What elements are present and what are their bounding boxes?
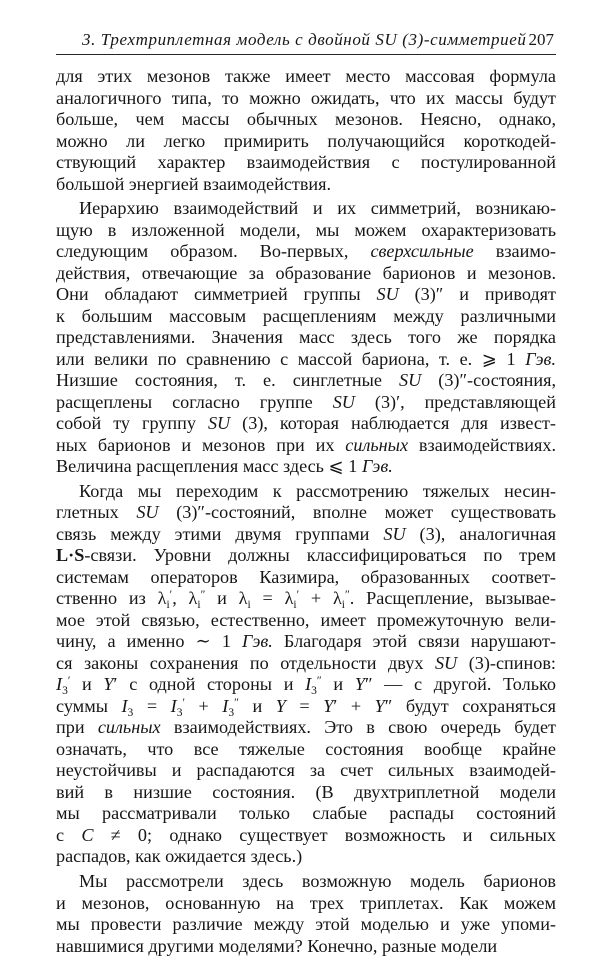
text-line: [56, 610, 556, 632]
text-run: ″: [344, 589, 350, 602]
text-run: представлениями. Значения масс здесь того же порядка: [56, 327, 556, 348]
text-run: сильных: [97, 717, 161, 738]
text-line: [56, 349, 556, 371]
text-line: [56, 241, 556, 263]
text-run: взаимодействиях.: [408, 434, 556, 455]
text-run: или велики по сравнению с массой бариона, т. е. ⩾ 1: [56, 348, 526, 369]
text-run: = λ: [250, 588, 294, 609]
text-line: [56, 198, 556, 220]
text-run: SU: [434, 652, 458, 673]
text-run: ′ +: [333, 695, 375, 716]
text-run: I: [121, 695, 128, 716]
text-run: Y: [103, 674, 114, 695]
text-line: [56, 825, 556, 847]
text-run: Гэв.: [525, 348, 556, 369]
text-run: (3), аналогичная: [405, 523, 556, 544]
text-run: ″: [234, 696, 239, 709]
text-run: (3)′, представляющей: [354, 391, 556, 412]
text-run: -связи. Уровни должны классифицироваться по трем: [84, 545, 556, 566]
text-run: +: [184, 695, 223, 716]
page-number: 207: [528, 30, 554, 49]
text-run: (3)-спинов:: [457, 652, 556, 673]
text-line: [56, 435, 556, 457]
text-run: SU: [383, 523, 406, 544]
text-run: , λ: [172, 588, 198, 609]
text-run: 3: [62, 685, 68, 698]
text-run: I: [222, 695, 229, 716]
text-run: ″ будут сохраняться: [384, 695, 556, 716]
paragraph: [56, 66, 556, 195]
text-run: взаимо-: [473, 241, 556, 262]
text-run: Когда мы переходим к рассмотрению тяжелых несин-: [79, 480, 556, 501]
text-run: I: [305, 674, 312, 695]
text-run: L·S: [56, 545, 85, 566]
text-run: SU: [398, 370, 422, 391]
text-line: [56, 914, 556, 936]
text-line: [56, 152, 556, 174]
text-line: [56, 871, 556, 893]
text-run: вий в низшие состояния. (В двухтриплетной модели: [56, 781, 556, 802]
text-run: I: [170, 695, 177, 716]
body-text: [56, 66, 556, 960]
text-run: ′ с одной стороны и: [113, 674, 306, 695]
text-line: [56, 174, 556, 196]
text-run: и: [70, 674, 104, 695]
text-run: Y: [354, 674, 365, 695]
text-line: [56, 413, 556, 435]
text-run: SU: [376, 284, 399, 305]
text-run: + λ: [299, 588, 342, 609]
text-line: [56, 88, 556, 110]
text-run: суммы: [56, 695, 122, 716]
text-run: =: [285, 695, 324, 716]
text-run: Величина расщепления масс здесь ⩽ 1: [56, 456, 362, 477]
text-line: [56, 220, 556, 242]
text-run: можно ли легко примирить получающийся короткодей-: [56, 130, 556, 151]
text-run: SU: [136, 502, 159, 523]
text-line: [56, 327, 556, 349]
text-run: Мы рассмотрели здесь возможную модель барионов: [79, 871, 556, 892]
text-run: i: [341, 599, 345, 612]
text-run: Иерархию взаимодействий и их симметрий, возникаю-: [79, 198, 556, 219]
text-run: связь между этими двумя группами: [56, 523, 384, 544]
text-line: [56, 696, 556, 718]
text-line: [56, 392, 556, 414]
text-run: Гэв.: [361, 456, 393, 477]
text-line: [56, 567, 556, 589]
text-run: сильных: [345, 434, 409, 455]
text-run: сверхсильные: [370, 241, 474, 262]
paragraph: [56, 481, 556, 868]
text-run: для этих мезонов также имеет место массовая формула: [56, 66, 556, 86]
text-run: чину, а именно ∼ 1: [56, 631, 242, 652]
text-line: [56, 481, 556, 503]
text-run: мы рассматривали только слабые распады состояний: [56, 803, 556, 824]
text-line: [56, 284, 556, 306]
text-run: при: [56, 717, 98, 738]
text-line: [56, 674, 556, 696]
text-run: ″: [200, 589, 206, 602]
text-run: SU: [332, 391, 355, 412]
text-run: мое этой связью, естественно, имеет промежуточную вели-: [56, 609, 556, 630]
text-run: (3)″ и приводят: [398, 284, 556, 305]
text-line: [56, 306, 556, 328]
text-run: ′: [182, 696, 185, 709]
text-run: аналогичного типа, то можно ожидать, что их массы будут: [56, 87, 556, 108]
text-line: [56, 717, 556, 739]
text-run: ся законы сохранения по отдельности двух: [56, 652, 435, 673]
text-run: ′: [67, 675, 71, 688]
text-run: ′: [296, 589, 300, 602]
text-run: C: [81, 824, 94, 845]
text-run: ″: [316, 675, 322, 688]
text-run: 3: [127, 706, 134, 719]
text-run: и: [238, 695, 276, 716]
text-run: i: [247, 599, 251, 612]
text-line: [56, 66, 556, 88]
running-header-title: 3. Трехтриплетная модель с двойной SU (3)-симметрией: [82, 30, 527, 49]
text-run: . Расщепление, вызывае-: [349, 588, 556, 609]
text-run: означать, что все тяжелые состояния вообще крайне: [56, 738, 556, 759]
text-run: Y: [323, 695, 334, 716]
text-line: [56, 893, 556, 915]
text-run: ≠ 0; однако существует возможность и сильных: [93, 824, 556, 845]
text-run: следующим образом. Во-первых,: [56, 241, 371, 262]
paragraph: [56, 198, 556, 478]
text-run: Низшие состояния, т. е. синглетные: [56, 370, 399, 391]
text-line: [56, 760, 556, 782]
text-line: [56, 109, 556, 131]
text-line: [56, 588, 556, 610]
text-line: [56, 545, 556, 567]
text-run: собой ту группу: [56, 413, 208, 434]
text-line: [56, 502, 556, 524]
text-run: i: [166, 599, 170, 612]
text-line: [56, 456, 556, 478]
text-run: (3), которая наблюдается для извест-: [230, 413, 556, 434]
text-run: Гэв.: [242, 631, 273, 652]
text-run: больше, чем массы обычных мезонов. Неясно, однако,: [56, 109, 556, 129]
text-run: к большим массовым расщеплениям между различными: [56, 305, 556, 326]
text-line: [56, 263, 556, 285]
text-line: [56, 846, 556, 868]
text-run: ственно из λ: [56, 588, 167, 609]
text-run: I: [56, 674, 63, 695]
text-run: распадов, как ожидается здесь.): [56, 846, 303, 867]
text-run: неустойчивы и распадаются за счет сильных взаимодей-: [56, 760, 556, 781]
text-line: [56, 631, 556, 653]
text-line: [56, 131, 556, 153]
text-run: i: [293, 599, 297, 612]
text-run: Они обладают симметрией группы: [56, 284, 377, 305]
text-line: [56, 803, 556, 825]
text-line: [56, 936, 556, 958]
text-line: [56, 782, 556, 804]
text-line: [56, 524, 556, 546]
text-run: Благодаря этой связи нарушают-: [272, 631, 556, 652]
text-run: с: [56, 824, 82, 845]
text-run: взаимодействиях. Это в свою очередь будет: [160, 717, 556, 738]
text-run: SU: [207, 413, 231, 434]
text-run: глетных: [56, 502, 137, 523]
running-header: [56, 24, 556, 55]
text-run: мы провести различие между этой моделью и уже упоми-: [56, 914, 556, 935]
text-run: ′: [169, 589, 173, 602]
text-line: [56, 370, 556, 392]
text-run: (3)″-состояний, вполне может существовать: [158, 502, 556, 523]
text-run: и λ: [205, 588, 248, 609]
text-run: 3: [176, 706, 183, 719]
text-run: Y: [275, 695, 286, 716]
text-run: 3: [228, 706, 235, 719]
text-run: i: [197, 599, 201, 612]
text-run: Y: [374, 695, 385, 716]
text-run: ствующий характер взаимодействия с постулированной: [56, 152, 556, 172]
text-run: и: [321, 674, 355, 695]
paragraph: [56, 871, 556, 957]
text-run: расщеплены согласно группе: [56, 391, 333, 412]
text-line: [56, 739, 556, 761]
text-run: большой энергией взаимодействия.: [56, 173, 332, 194]
text-run: ″ — с другой. Только: [364, 674, 557, 695]
text-run: (3)″-состояния,: [421, 370, 557, 391]
text-run: ных барионов и мезонов при их: [56, 434, 346, 455]
text-run: навшимися другими моделями? Конечно, разные модели: [56, 935, 498, 956]
text-run: =: [133, 695, 171, 716]
text-run: щую в изложенной модели, мы можем охарактеризовать: [56, 219, 556, 240]
text-run: системам операторов Казимира, образованных соответ-: [56, 566, 556, 587]
text-run: и мезонов, основанную на трех триплетах. Как можем: [56, 892, 556, 913]
text-run: действия, отвечающие за образование барионов и мезонов.: [56, 262, 556, 283]
text-line: [56, 653, 556, 675]
text-run: 3: [311, 685, 317, 698]
